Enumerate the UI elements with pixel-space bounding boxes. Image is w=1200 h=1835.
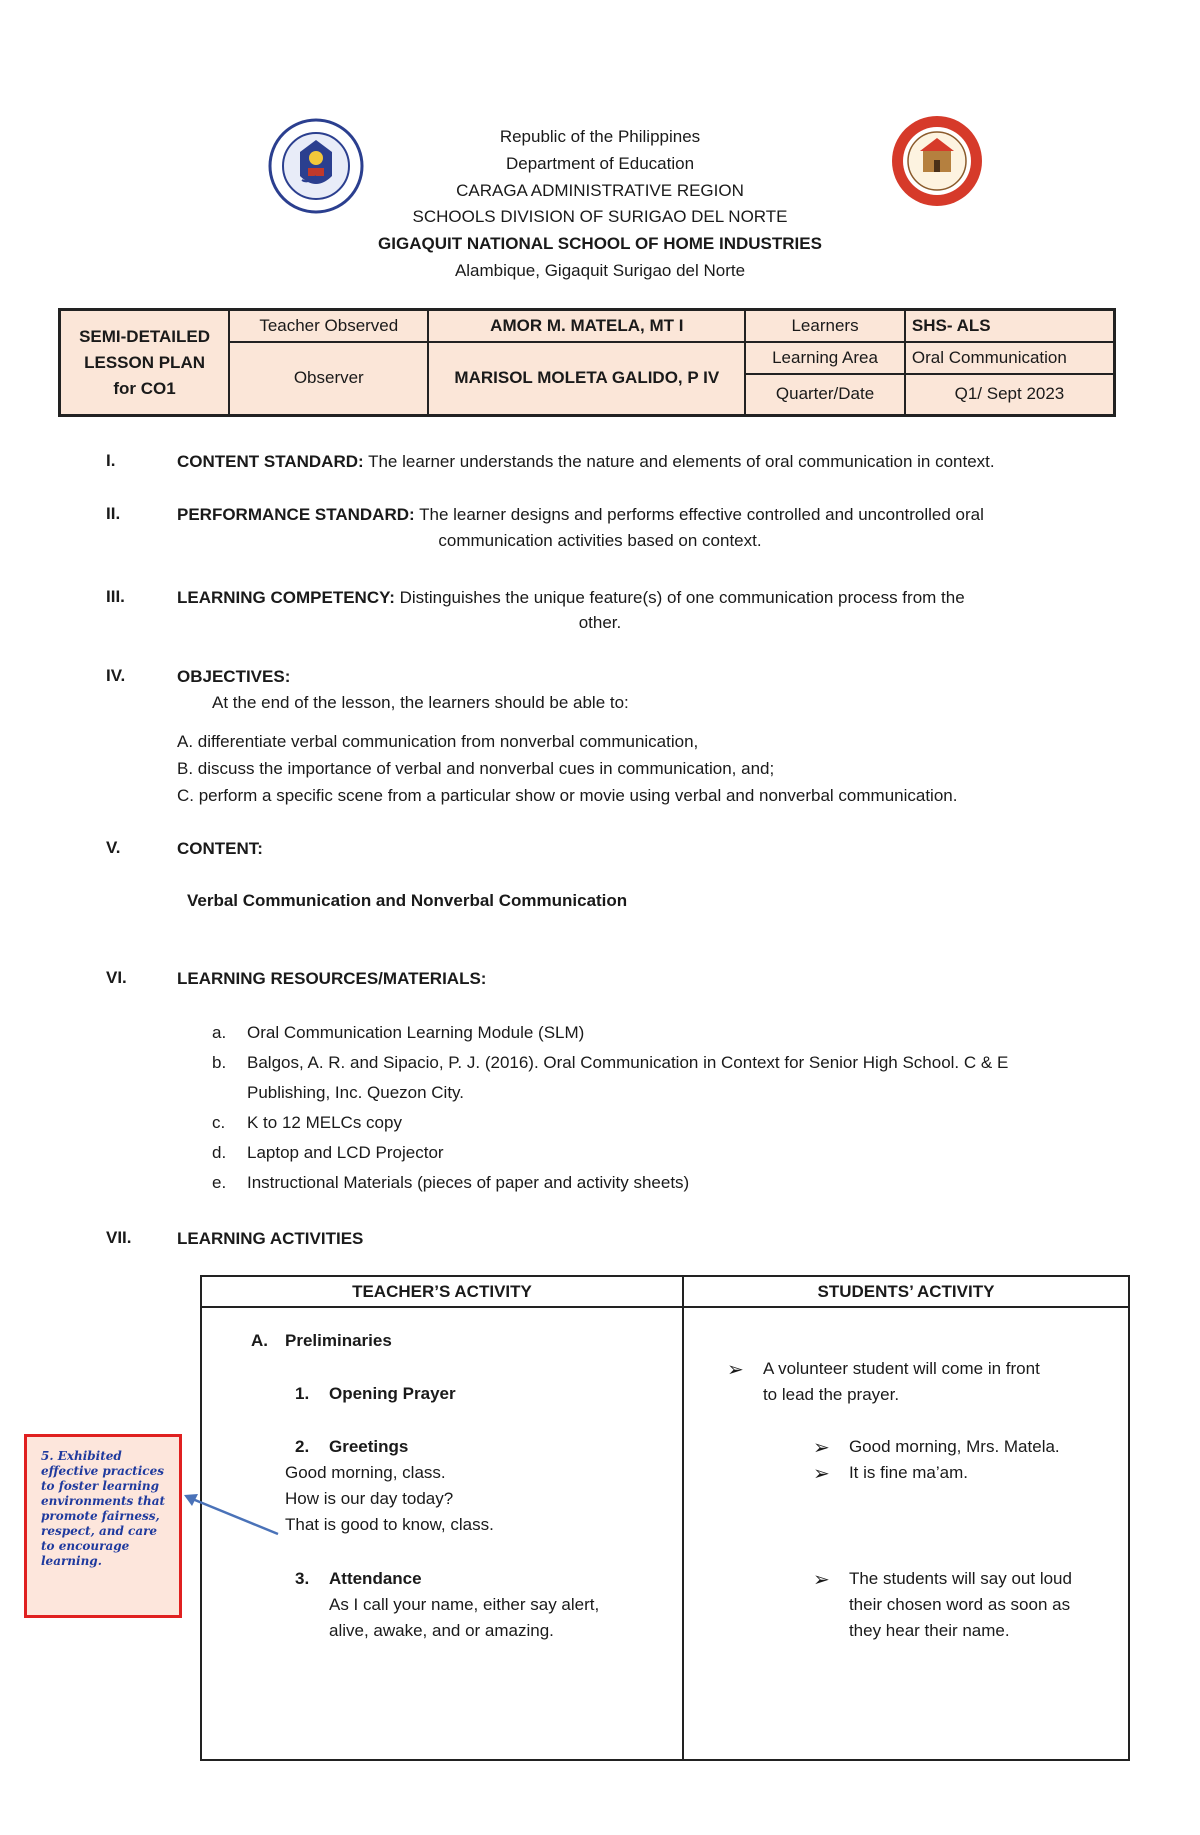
greeting-line-1: Good morning, class. (285, 1463, 446, 1482)
plan-title-cell (60, 310, 230, 416)
header-school: GIGAQUIT NATIONAL SCHOOL OF HOME INDUSTRIES (378, 234, 822, 253)
section-2-number: II. (106, 504, 121, 523)
plan-title-3: for CO1 (113, 378, 176, 398)
resource-item (212, 1050, 1008, 1076)
teacher-value: AMOR M. MATELA, MT I (428, 310, 745, 342)
plan-title-1: SEMI-DETAILED (79, 326, 211, 346)
content-topic: Verbal Communication and Nonverbal Communication (187, 891, 628, 910)
teacher-label: Teacher Observed (229, 310, 428, 342)
resource-key: a. (212, 1023, 227, 1042)
section-2-text-2: communication activities based on context. (438, 531, 762, 550)
quarter-label: Quarter/Date (745, 374, 905, 416)
resource-text: Balgos, A. R. and Sipacio, P. J. (2016). Oral Communication in Context for Senior High School. C & E (247, 1053, 1009, 1072)
resource-key: b. (212, 1053, 227, 1072)
resource-key: d. (212, 1143, 227, 1162)
header-division: SCHOOLS DIVISION OF SURIGAO DEL NORTE (412, 207, 788, 226)
learners-value: SHS- ALS (905, 310, 1115, 342)
objectives-intro: At the end of the lesson, the learners should be able to: (212, 693, 629, 712)
section-learning-competency (177, 585, 965, 611)
greeting-line-2: How is our day today? (285, 1489, 454, 1508)
student-greet-line-2: It is fine ma’am. (848, 1463, 968, 1482)
activities-table (200, 1275, 1130, 1761)
prelim-key: A. (251, 1331, 268, 1350)
section-2-title: PERFORMANCE STANDARD: (177, 505, 415, 524)
resource-text: Oral Communication Learning Module (SLM) (247, 1023, 585, 1042)
teacher-activity-header: TEACHER’S ACTIVITY (201, 1276, 683, 1307)
lesson-info-table (58, 308, 1116, 417)
student-greet-line-1: Good morning, Mrs. Matela. (848, 1437, 1060, 1456)
resource-item (212, 1020, 584, 1046)
section-3-title: LEARNING COMPETENCY: (177, 588, 395, 607)
section-6-title: LEARNING RESOURCES/MATERIALS: (177, 969, 487, 988)
observer-label: Observer (229, 342, 428, 416)
resource-text: Instructional Materials (pieces of paper and activity sheets) (247, 1173, 690, 1192)
bullet-arrow-icon: ➢ (726, 1359, 744, 1381)
area-label: Learning Area (745, 342, 905, 374)
header-republic: Republic of the Philippines (499, 127, 701, 146)
bullet-arrow-icon: ➢ (812, 1569, 830, 1591)
section-content-standard (177, 449, 995, 475)
student-attendance-line-2: their chosen word as soon as (848, 1595, 1071, 1614)
section-1-text: The learner understands the nature and elements of oral communication in context. (368, 452, 995, 471)
indicator-note-box: 5. Exhibited effective practices to foster learning environments that promote fairness, respect, and care to encourage learning. (24, 1434, 182, 1618)
observer-value: MARISOL MOLETA GALIDO, P IV (428, 342, 745, 416)
section-5-title: CONTENT: (177, 839, 263, 858)
section-1-number: I. (106, 451, 116, 470)
resource-item (212, 1110, 402, 1136)
plan-title-2: LESSON PLAN (84, 352, 205, 372)
resource-item (212, 1140, 444, 1166)
attendance-line-2: alive, awake, and or amazing. (329, 1621, 554, 1640)
greeting-line-3: That is good to know, class. (285, 1515, 494, 1534)
resource-text: Laptop and LCD Projector (247, 1143, 444, 1162)
resource-item (212, 1080, 464, 1106)
section-2-text-1: The learner designs and performs effective controlled and uncontrolled oral (419, 505, 984, 524)
section-7-number: VII. (106, 1228, 132, 1247)
student-prayer-line-2: to lead the prayer. (762, 1385, 900, 1404)
section-3-text-2: other. (578, 613, 622, 632)
section-3-text-1: Distinguishes the unique feature(s) of one communication process from the (399, 588, 965, 607)
quarter-value: Q1/ Sept 2023 (905, 374, 1115, 416)
note-arrow-icon (180, 1490, 280, 1540)
header-region: CARAGA ADMINISTRATIVE REGION (456, 181, 744, 200)
section-5-number: V. (106, 838, 121, 857)
student-attendance-line-1: The students will say out loud (848, 1569, 1072, 1588)
prelim-heading: Preliminaries (285, 1331, 392, 1350)
section-1-title: CONTENT STANDARD: (177, 452, 364, 471)
student-attendance-line-3: they hear their name. (848, 1621, 1010, 1640)
learners-label: Learners (745, 310, 905, 342)
resource-item (212, 1170, 689, 1196)
header-address: Alambique, Gigaquit Surigao del Norte (454, 261, 746, 280)
prayer-key: 1. (295, 1384, 310, 1403)
bullet-arrow-icon: ➢ (812, 1437, 830, 1459)
students-activity-header: STUDENTS’ ACTIVITY (683, 1276, 1129, 1307)
section-6-number: VI. (106, 968, 127, 987)
resource-key: c. (212, 1113, 226, 1132)
prayer-heading: Opening Prayer (329, 1384, 456, 1403)
resource-text: Publishing, Inc. Quezon City. (247, 1083, 465, 1102)
resource-text: K to 12 MELCs copy (247, 1113, 402, 1132)
header-department: Department of Education (505, 154, 695, 173)
section-3-number: III. (106, 587, 125, 606)
area-value: Oral Communication (905, 342, 1115, 374)
attendance-line-1: As I call your name, either say alert, (329, 1595, 600, 1614)
resource-key: e. (212, 1173, 227, 1192)
objective-a: A. differentiate verbal communication from nonverbal communication, (177, 732, 699, 751)
student-prayer-line-1: A volunteer student will come in front (762, 1359, 1040, 1378)
attendance-key: 3. (295, 1569, 310, 1588)
section-7-title: LEARNING ACTIVITIES (177, 1229, 364, 1248)
bullet-arrow-icon: ➢ (812, 1463, 830, 1485)
section-4-title: OBJECTIVES: (177, 667, 291, 686)
greetings-heading: Greetings (329, 1437, 409, 1456)
attendance-heading: Attendance (329, 1569, 422, 1588)
section-4-number: IV. (106, 666, 126, 685)
objective-c: C. perform a specific scene from a particular show or movie using verbal and nonverbal communication. (177, 786, 958, 805)
objective-b: B. discuss the importance of verbal and nonverbal cues in communication, and; (177, 759, 775, 778)
students-activity-cell (683, 1307, 1129, 1760)
greetings-key: 2. (295, 1437, 310, 1456)
section-performance-standard (177, 502, 984, 528)
